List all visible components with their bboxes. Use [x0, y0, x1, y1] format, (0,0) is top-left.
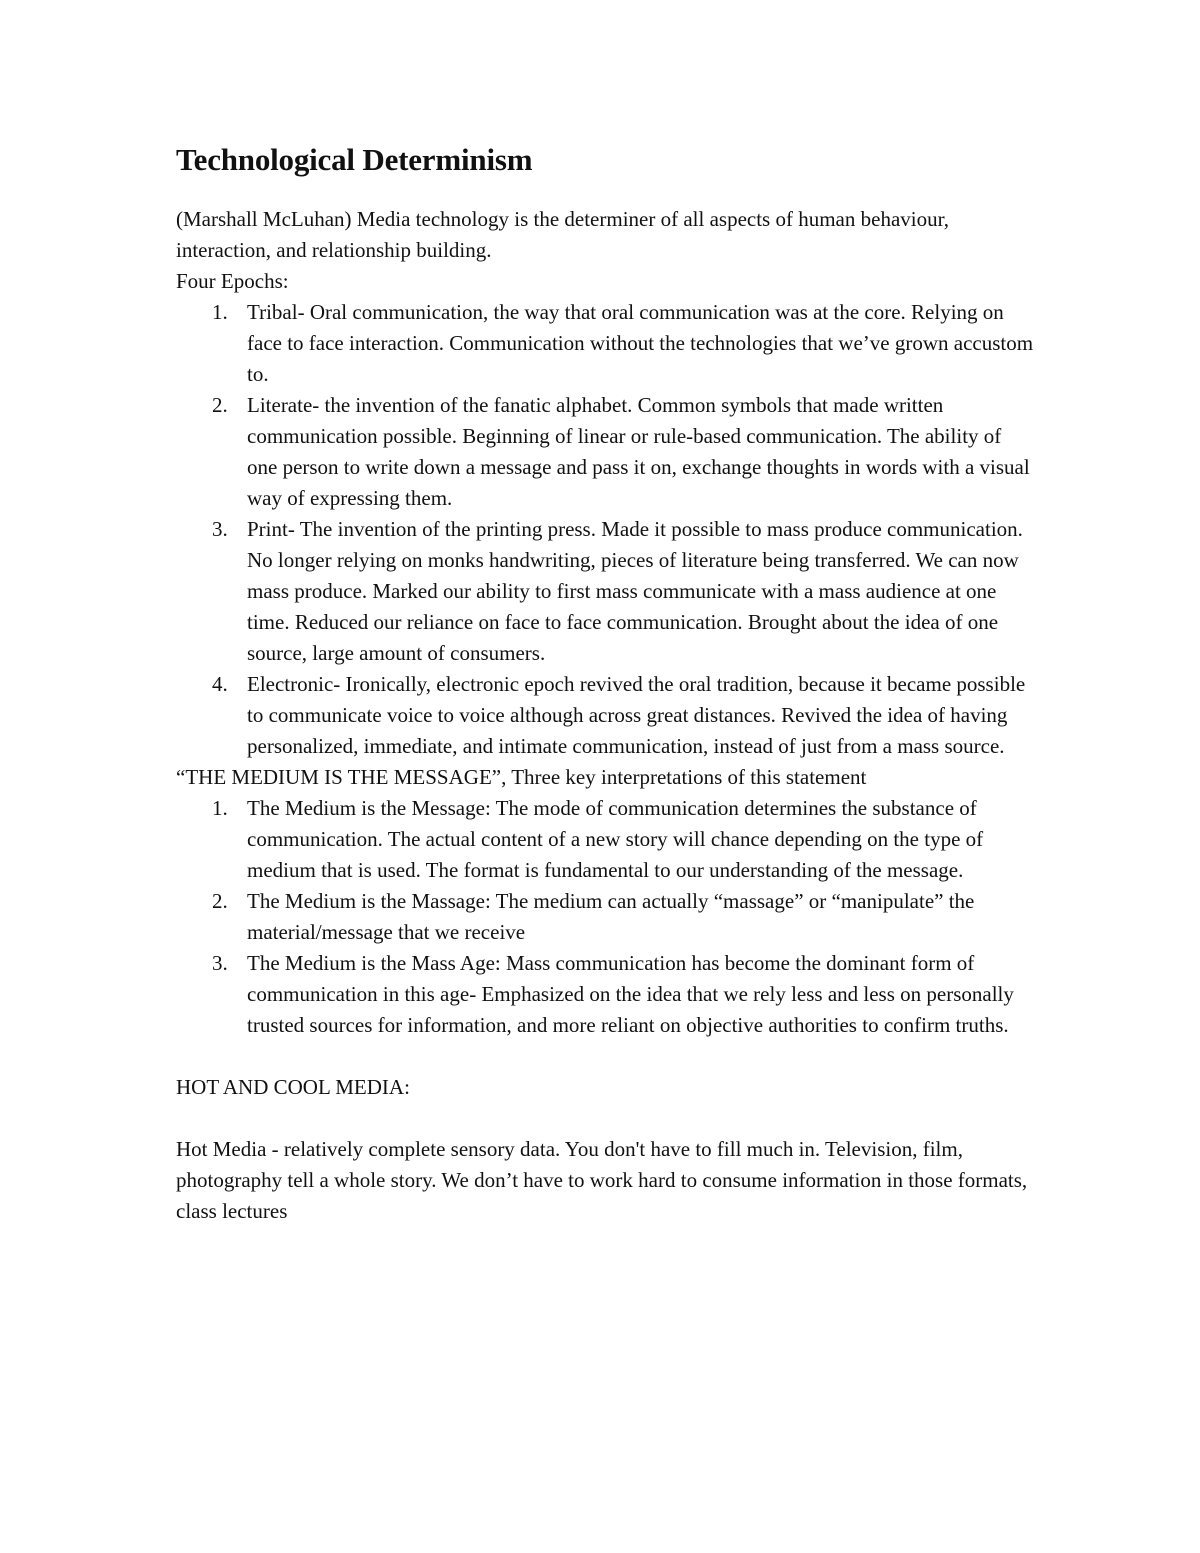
hot-cool-heading: HOT AND COOL MEDIA: [176, 1075, 410, 1099]
list-item-number: 2. [212, 889, 228, 913]
list-item [176, 669, 1036, 762]
list-item-text: Electronic- Ironically, electronic epoch revived the oral tradition, because it became possible to communicate voice to voice although across great distances. Revived the idea of having personalized, immediate, and intimate communication, instead of just from a mass source. [247, 672, 1026, 758]
document-title: Technological Determinism [176, 142, 533, 177]
list-item-number: 1. [212, 796, 228, 820]
list-item-text: Literate- the invention of the fanatic alphabet. Common symbols that made written communication possible. Beginning of linear or rule-based communication. The ability of one person to write down a message and pass it on, exchange thoughts in words with a visual way of expressing them. [247, 393, 1030, 510]
spacer [176, 1041, 1036, 1072]
intro-paragraph: (Marshall McLuhan) Media technology is the determiner of all aspects of human behaviour, interaction, and relationship building. [176, 207, 950, 262]
list-item-number: 1. [212, 300, 228, 324]
list-item-number: 2. [212, 393, 228, 417]
list-item-number: 3. [212, 951, 228, 975]
list-item-text: The Medium is the Massage: The medium can actually “massage” or “manipulate” the material/message that we receive [247, 889, 975, 944]
interpretations-list [176, 793, 1036, 1041]
list-item [176, 390, 1036, 514]
medium-heading: “THE MEDIUM IS THE MESSAGE”, Three key interpretations of this statement [176, 765, 867, 789]
epochs-heading: Four Epochs: [176, 269, 289, 293]
list-item-number: 4. [212, 672, 228, 696]
list-item [176, 886, 1036, 948]
spacer [176, 1103, 1036, 1134]
list-item-number: 3. [212, 517, 228, 541]
list-item-text: Print- The invention of the printing press. Made it possible to mass produce communication. No longer relying on monks handwriting, pieces of literature being transferred. We can now mass produce. Marked our ability to first mass communicate with a mass audience at one time. Reduced our reliance on face to face communication. Brought about the idea of one source, large amount of consumers. [247, 517, 1023, 665]
list-item-text: The Medium is the Message: The mode of communication determines the substance of communication. The actual content of a new story will chance depending on the type of medium that is used. The format is fundamental to our understanding of the message. [247, 796, 984, 882]
list-item-text: Tribal- Oral communication, the way that oral communication was at the core. Relying on face to face interaction. Communication without the technologies that we’ve grown accustom to. [247, 300, 1034, 386]
list-item [176, 948, 1036, 1041]
list-item [176, 514, 1036, 669]
hot-media-paragraph: Hot Media - relatively complete sensory data. You don't have to fill much in. Television, film, photography tell a whole story. We don’t have to work hard to consume information in those formats, class lectures [176, 1137, 1028, 1223]
epochs-list [176, 297, 1036, 762]
list-item [176, 297, 1036, 390]
list-item-text: The Medium is the Mass Age: Mass communication has become the dominant form of communication in this age- Emphasized on the idea that we rely less and less on personally trusted sources for information, and more reliant on objective authorities to confirm truths. [247, 951, 1014, 1037]
document-page [176, 140, 1036, 1227]
list-item [176, 793, 1036, 886]
